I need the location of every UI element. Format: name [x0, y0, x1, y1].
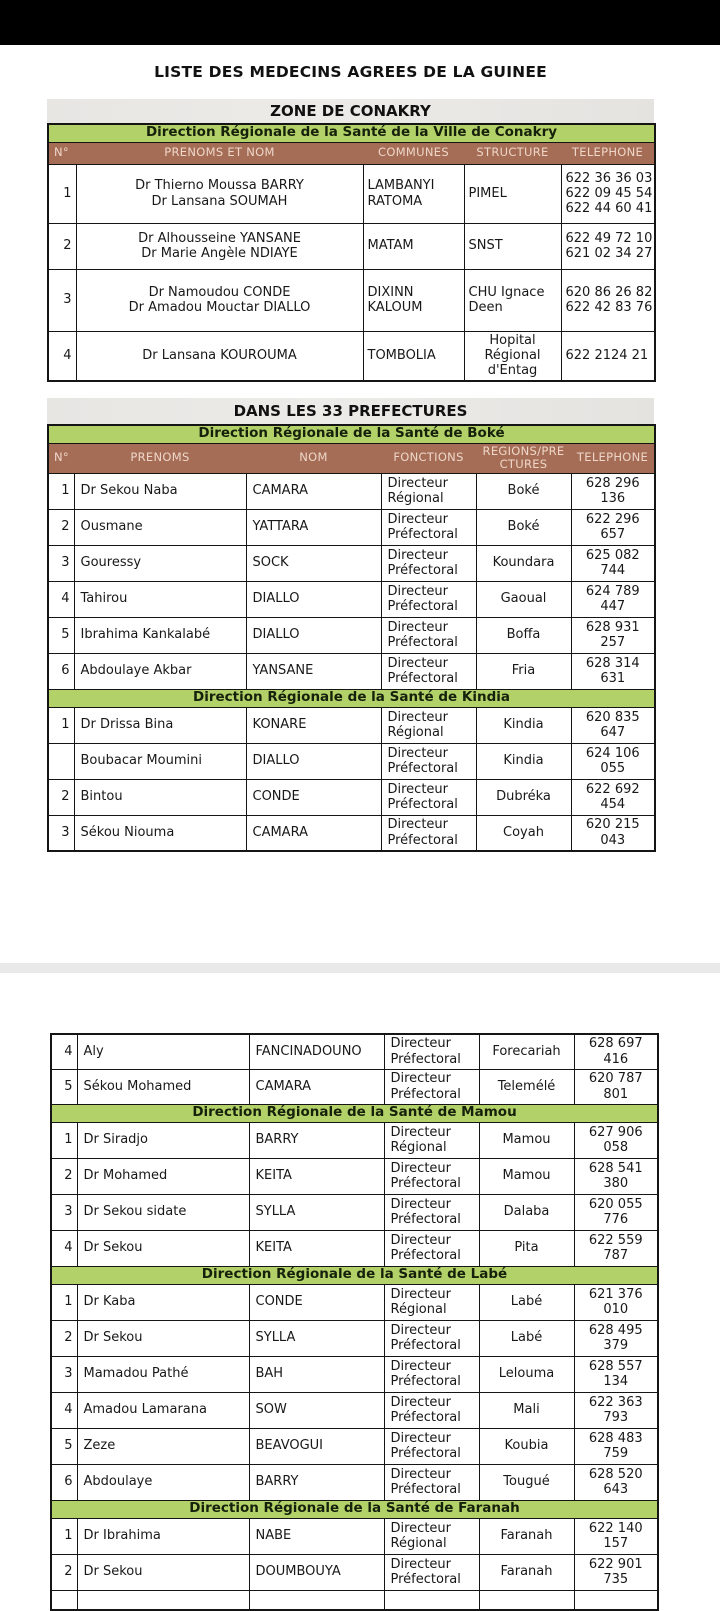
- cell-telephone: 622 559 787: [574, 1230, 658, 1266]
- table-row: [51, 1518, 658, 1554]
- column-header: FONCTIONS: [381, 443, 476, 473]
- column-header: REGIONS/PRE CTURES: [476, 443, 571, 473]
- table-row: [48, 815, 655, 851]
- cell-prenoms: Dr Sekou: [77, 1554, 249, 1590]
- cell-nom: DOUMBOUYA: [249, 1554, 384, 1590]
- table-row: [48, 331, 655, 381]
- column-header: PRENOMS ET NOM: [76, 142, 363, 164]
- cell-prenoms: Gouressy: [74, 545, 246, 581]
- cell-fonctions: Directeur Préfectoral: [384, 1158, 479, 1194]
- region-section-header: [51, 1104, 658, 1122]
- cell-num: 5: [51, 1069, 77, 1104]
- cell-fonctions: Directeur Préfectoral: [381, 653, 476, 689]
- cell-num: 4: [48, 331, 76, 381]
- cell-prenoms: Dr Kaba: [77, 1284, 249, 1320]
- cell-prenoms: Boubacar Moumini: [74, 743, 246, 779]
- cell-nom: CAMARA: [246, 815, 381, 851]
- region-section-header: [51, 1266, 658, 1284]
- cell-nom: YATTARA: [246, 509, 381, 545]
- table-row: [51, 1122, 658, 1158]
- cell-fonctions: Directeur Régional: [381, 707, 476, 743]
- cell-num: 2: [48, 223, 76, 269]
- cell-num: 3: [51, 1194, 77, 1230]
- cell-nom: FANCINADOUNO: [249, 1034, 384, 1069]
- cell-region: Dubréka: [476, 779, 571, 815]
- cell-nom: NABE: [249, 1518, 384, 1554]
- cell-fonctions: Directeur Préfectoral: [381, 509, 476, 545]
- cell-prenoms: Sékou Mohamed: [77, 1069, 249, 1104]
- cell-commune: DIXINN KALOUM: [363, 269, 464, 331]
- cell-num: 5: [48, 617, 74, 653]
- cell-num: [51, 1590, 77, 1610]
- cell-telephone: 622 140 157: [574, 1518, 658, 1554]
- cell-telephone: 620 055 776: [574, 1194, 658, 1230]
- column-header: STRUCTURE: [464, 142, 561, 164]
- cell-commune: TOMBOLIA: [363, 331, 464, 381]
- cell-region: Boffa: [476, 617, 571, 653]
- cell-nom: CAMARA: [249, 1069, 384, 1104]
- cell-fonctions: Directeur Préfectoral: [381, 779, 476, 815]
- cell-nom: KONARE: [246, 707, 381, 743]
- cell-structure: CHU Ignace Deen: [464, 269, 561, 331]
- cell-region: Dalaba: [479, 1194, 574, 1230]
- cell-num: 1: [51, 1284, 77, 1320]
- cell-nom: DIALLO: [246, 581, 381, 617]
- cell-nom: [249, 1590, 384, 1610]
- cell-nom: DIALLO: [246, 743, 381, 779]
- cell-region: Koundara: [476, 545, 571, 581]
- region-section-header: [51, 1500, 658, 1518]
- cell-prenoms: Zeze: [77, 1428, 249, 1464]
- cell-prenoms: Mamadou Pathé: [77, 1356, 249, 1392]
- region-section-label: Direction Régionale de la Santé de Faranah: [51, 1500, 658, 1518]
- cell-fonctions: Directeur Préfectoral: [384, 1230, 479, 1266]
- cell-region: Mamou: [479, 1158, 574, 1194]
- column-header: TELEPHONE: [571, 443, 655, 473]
- cell-telephone: 628 314 631: [571, 653, 655, 689]
- document-title: LISTE DES MEDECINS AGREES DE LA GUINEE: [154, 63, 547, 81]
- table-row: [51, 1590, 658, 1610]
- prefectures-table-page1: [47, 424, 656, 852]
- cell-num: [48, 743, 74, 779]
- cell-prenoms: Ibrahima Kankalabé: [74, 617, 246, 653]
- zone-conakry-heading: ZONE DE CONAKRY: [47, 99, 654, 123]
- cell-nom: SOW: [249, 1392, 384, 1428]
- cell-fonctions: Directeur Préfectoral: [384, 1392, 479, 1428]
- cell-fonctions: Directeur Préfectoral: [381, 545, 476, 581]
- cell-region: Kindia: [476, 743, 571, 779]
- cell-nom: DIALLO: [246, 617, 381, 653]
- cell-num: 5: [51, 1428, 77, 1464]
- cell-nom: BARRY: [249, 1464, 384, 1500]
- cell-nom: YANSANE: [246, 653, 381, 689]
- cell-prenoms: Dr Sekou Naba: [74, 473, 246, 509]
- cell-nom: KEITA: [249, 1158, 384, 1194]
- table-row: [48, 653, 655, 689]
- cell-num: 2: [51, 1158, 77, 1194]
- cell-telephone: 628 296 136: [571, 473, 655, 509]
- cell-num: 6: [48, 653, 74, 689]
- cell-num: 1: [48, 707, 74, 743]
- table-row: [51, 1356, 658, 1392]
- cell-telephone: 622 692 454: [571, 779, 655, 815]
- cell-nom: SOCK: [246, 545, 381, 581]
- cell-num: 3: [48, 545, 74, 581]
- status-bar: [0, 0, 720, 45]
- cell-prenoms: Dr Sekou: [77, 1320, 249, 1356]
- table-row: [48, 473, 655, 509]
- table-row: [48, 581, 655, 617]
- table-row: [48, 164, 655, 223]
- cell-region: Mamou: [479, 1122, 574, 1158]
- cell-fonctions: Directeur Préfectoral: [384, 1320, 479, 1356]
- cell-telephone: 622 901 735: [574, 1554, 658, 1590]
- cell-fonctions: Directeur Préfectoral: [381, 815, 476, 851]
- cell-prenoms: Dr Siradjo: [77, 1122, 249, 1158]
- conakry-table: [47, 123, 656, 382]
- table-row: [51, 1158, 658, 1194]
- cell-region: Telemélé: [479, 1069, 574, 1104]
- cell-nom: CONDE: [246, 779, 381, 815]
- cell-num: 6: [51, 1464, 77, 1500]
- cell-region: Fria: [476, 653, 571, 689]
- cell-telephone: 628 697 416: [574, 1034, 658, 1069]
- cell-nom: BEAVOGUI: [249, 1428, 384, 1464]
- cell-nom: SYLLA: [249, 1320, 384, 1356]
- table-row: [48, 509, 655, 545]
- region-section-header: [48, 124, 655, 142]
- cell-region: [479, 1590, 574, 1610]
- column-header: NOM: [246, 443, 381, 473]
- cell-fonctions: Directeur Préfectoral: [384, 1356, 479, 1392]
- page-separator: [0, 963, 720, 973]
- cell-fonctions: Directeur Préfectoral: [384, 1034, 479, 1069]
- table-row: [51, 1464, 658, 1500]
- cell-num: 1: [48, 164, 76, 223]
- cell-num: 3: [48, 815, 74, 851]
- cell-structure: PIMEL: [464, 164, 561, 223]
- table-row: [48, 545, 655, 581]
- cell-prenoms: Dr Sekou: [77, 1230, 249, 1266]
- cell-region: Labé: [479, 1284, 574, 1320]
- cell-fonctions: Directeur Préfectoral: [384, 1554, 479, 1590]
- cell-fonctions: Directeur Préfectoral: [381, 617, 476, 653]
- cell-region: Tougué: [479, 1464, 574, 1500]
- column-header-row: [48, 142, 655, 164]
- region-section-label: Direction Régionale de la Santé de Boké: [48, 425, 655, 443]
- table-row: [51, 1320, 658, 1356]
- cell-telephone: 620 787 801: [574, 1069, 658, 1104]
- cell-region: Labé: [479, 1320, 574, 1356]
- cell-region: Faranah: [479, 1518, 574, 1554]
- cell-fonctions: Directeur Préfectoral: [384, 1069, 479, 1104]
- cell-nom: BARRY: [249, 1122, 384, 1158]
- region-section-label: Direction Régionale de la Santé de Mamou: [51, 1104, 658, 1122]
- prefectures-heading: DANS LES 33 PREFECTURES: [47, 398, 654, 424]
- table-row: [48, 779, 655, 815]
- region-section-label: Direction Régionale de la Santé de Labé: [51, 1266, 658, 1284]
- cell-num: 1: [51, 1122, 77, 1158]
- column-header: COMMUNES: [363, 142, 464, 164]
- column-header: N°: [48, 142, 76, 164]
- region-section-header: [48, 689, 655, 707]
- prefectures-table-page2: [50, 1033, 659, 1611]
- cell-telephone: 622 49 72 10 621 02 34 27: [561, 223, 655, 269]
- cell-prenoms: Abdoulaye Akbar: [74, 653, 246, 689]
- cell-telephone: 625 082 744: [571, 545, 655, 581]
- cell-fonctions: Directeur Régional: [384, 1122, 479, 1158]
- cell-prenoms: [77, 1590, 249, 1610]
- cell-nom: BAH: [249, 1356, 384, 1392]
- cell-prenoms: Bintou: [74, 779, 246, 815]
- cell-prenoms: Ousmane: [74, 509, 246, 545]
- table-row: [48, 743, 655, 779]
- region-section-header: [48, 425, 655, 443]
- cell-region: Faranah: [479, 1554, 574, 1590]
- cell-region: Koubia: [479, 1428, 574, 1464]
- cell-nom: KEITA: [249, 1230, 384, 1266]
- cell-telephone: 620 86 26 82 622 42 83 76: [561, 269, 655, 331]
- cell-fonctions: Directeur Préfectoral: [381, 581, 476, 617]
- cell-telephone: 628 483 759: [574, 1428, 658, 1464]
- table-row: [48, 707, 655, 743]
- cell-names: Dr Thierno Moussa BARRY Dr Lansana SOUMAH: [76, 164, 363, 223]
- cell-structure: SNST: [464, 223, 561, 269]
- column-header-row: [48, 443, 655, 473]
- cell-fonctions: Directeur Préfectoral: [384, 1464, 479, 1500]
- cell-num: 4: [51, 1230, 77, 1266]
- cell-names: Dr Lansana KOUROUMA: [76, 331, 363, 381]
- cell-telephone: 622 363 793: [574, 1392, 658, 1428]
- cell-num: 4: [51, 1392, 77, 1428]
- table-row: [51, 1554, 658, 1590]
- cell-telephone: 620 215 043: [571, 815, 655, 851]
- cell-fonctions: Directeur Préfectoral: [381, 743, 476, 779]
- cell-telephone: 628 495 379: [574, 1320, 658, 1356]
- table-row: [51, 1428, 658, 1464]
- cell-names: Dr Alhousseine YANSANE Dr Marie Angèle NDIAYE: [76, 223, 363, 269]
- cell-num: 1: [48, 473, 74, 509]
- cell-fonctions: Directeur Préfectoral: [384, 1194, 479, 1230]
- cell-region: Pita: [479, 1230, 574, 1266]
- document-page-2: [0, 973, 720, 1600]
- cell-num: 2: [51, 1320, 77, 1356]
- cell-telephone: 628 520 643: [574, 1464, 658, 1500]
- cell-prenoms: Dr Drissa Bina: [74, 707, 246, 743]
- cell-region: Forecariah: [479, 1034, 574, 1069]
- cell-telephone: 628 541 380: [574, 1158, 658, 1194]
- cell-region: Boké: [476, 509, 571, 545]
- cell-prenoms: Dr Sekou sidate: [77, 1194, 249, 1230]
- cell-num: 2: [51, 1554, 77, 1590]
- cell-telephone: 624 106 055: [571, 743, 655, 779]
- cell-prenoms: Amadou Lamarana: [77, 1392, 249, 1428]
- table-row: [51, 1069, 658, 1104]
- cell-fonctions: [384, 1590, 479, 1610]
- cell-num: 3: [48, 269, 76, 331]
- cell-telephone: 627 906 058: [574, 1122, 658, 1158]
- cell-num: 3: [51, 1356, 77, 1392]
- cell-telephone: 628 557 134: [574, 1356, 658, 1392]
- cell-region: Kindia: [476, 707, 571, 743]
- cell-telephone: 624 789 447: [571, 581, 655, 617]
- table-row: [48, 269, 655, 331]
- table-row: [48, 617, 655, 653]
- cell-commune: MATAM: [363, 223, 464, 269]
- table-row: [48, 223, 655, 269]
- cell-num: 4: [48, 581, 74, 617]
- cell-fonctions: Directeur Régional: [381, 473, 476, 509]
- cell-num: 2: [48, 509, 74, 545]
- table-row: [51, 1230, 658, 1266]
- cell-telephone: 622 2124 21: [561, 331, 655, 381]
- column-header: N°: [48, 443, 74, 473]
- column-header: TELEPHONE: [561, 142, 655, 164]
- cell-fonctions: Directeur Régional: [384, 1284, 479, 1320]
- region-section-label: Direction Régionale de la Santé de la Ville de Conakry: [48, 124, 655, 142]
- cell-fonctions: Directeur Régional: [384, 1518, 479, 1554]
- cell-region: Boké: [476, 473, 571, 509]
- cell-prenoms: Aly: [77, 1034, 249, 1069]
- cell-region: Coyah: [476, 815, 571, 851]
- table-row: [51, 1392, 658, 1428]
- cell-prenoms: Dr Ibrahima: [77, 1518, 249, 1554]
- cell-names: Dr Namoudou CONDE Dr Amadou Mouctar DIALLO: [76, 269, 363, 331]
- cell-region: Mali: [479, 1392, 574, 1428]
- cell-region: Gaoual: [476, 581, 571, 617]
- cell-nom: CONDE: [249, 1284, 384, 1320]
- cell-telephone: [574, 1590, 658, 1610]
- cell-prenoms: Sékou Niouma: [74, 815, 246, 851]
- table-row: [51, 1194, 658, 1230]
- cell-num: 2: [48, 779, 74, 815]
- column-header: PRENOMS: [74, 443, 246, 473]
- cell-region: Lelouma: [479, 1356, 574, 1392]
- table-row: [51, 1034, 658, 1069]
- region-section-label: Direction Régionale de la Santé de Kindia: [48, 689, 655, 707]
- cell-telephone: 622 36 36 03 622 09 45 54 622 44 60 41: [561, 164, 655, 223]
- cell-nom: CAMARA: [246, 473, 381, 509]
- cell-fonctions: Directeur Préfectoral: [384, 1428, 479, 1464]
- cell-num: 1: [51, 1518, 77, 1554]
- cell-telephone: 628 931 257: [571, 617, 655, 653]
- cell-structure: Hopital Régional d'Entag: [464, 331, 561, 381]
- document-page-1: [0, 45, 720, 963]
- cell-telephone: 622 296 657: [571, 509, 655, 545]
- cell-prenoms: Abdoulaye: [77, 1464, 249, 1500]
- cell-nom: SYLLA: [249, 1194, 384, 1230]
- cell-num: 4: [51, 1034, 77, 1069]
- cell-prenoms: Tahirou: [74, 581, 246, 617]
- cell-telephone: 620 835 647: [571, 707, 655, 743]
- cell-telephone: 621 376 010: [574, 1284, 658, 1320]
- cell-commune: LAMBANYI RATOMA: [363, 164, 464, 223]
- table-row: [51, 1284, 658, 1320]
- cell-prenoms: Dr Mohamed: [77, 1158, 249, 1194]
